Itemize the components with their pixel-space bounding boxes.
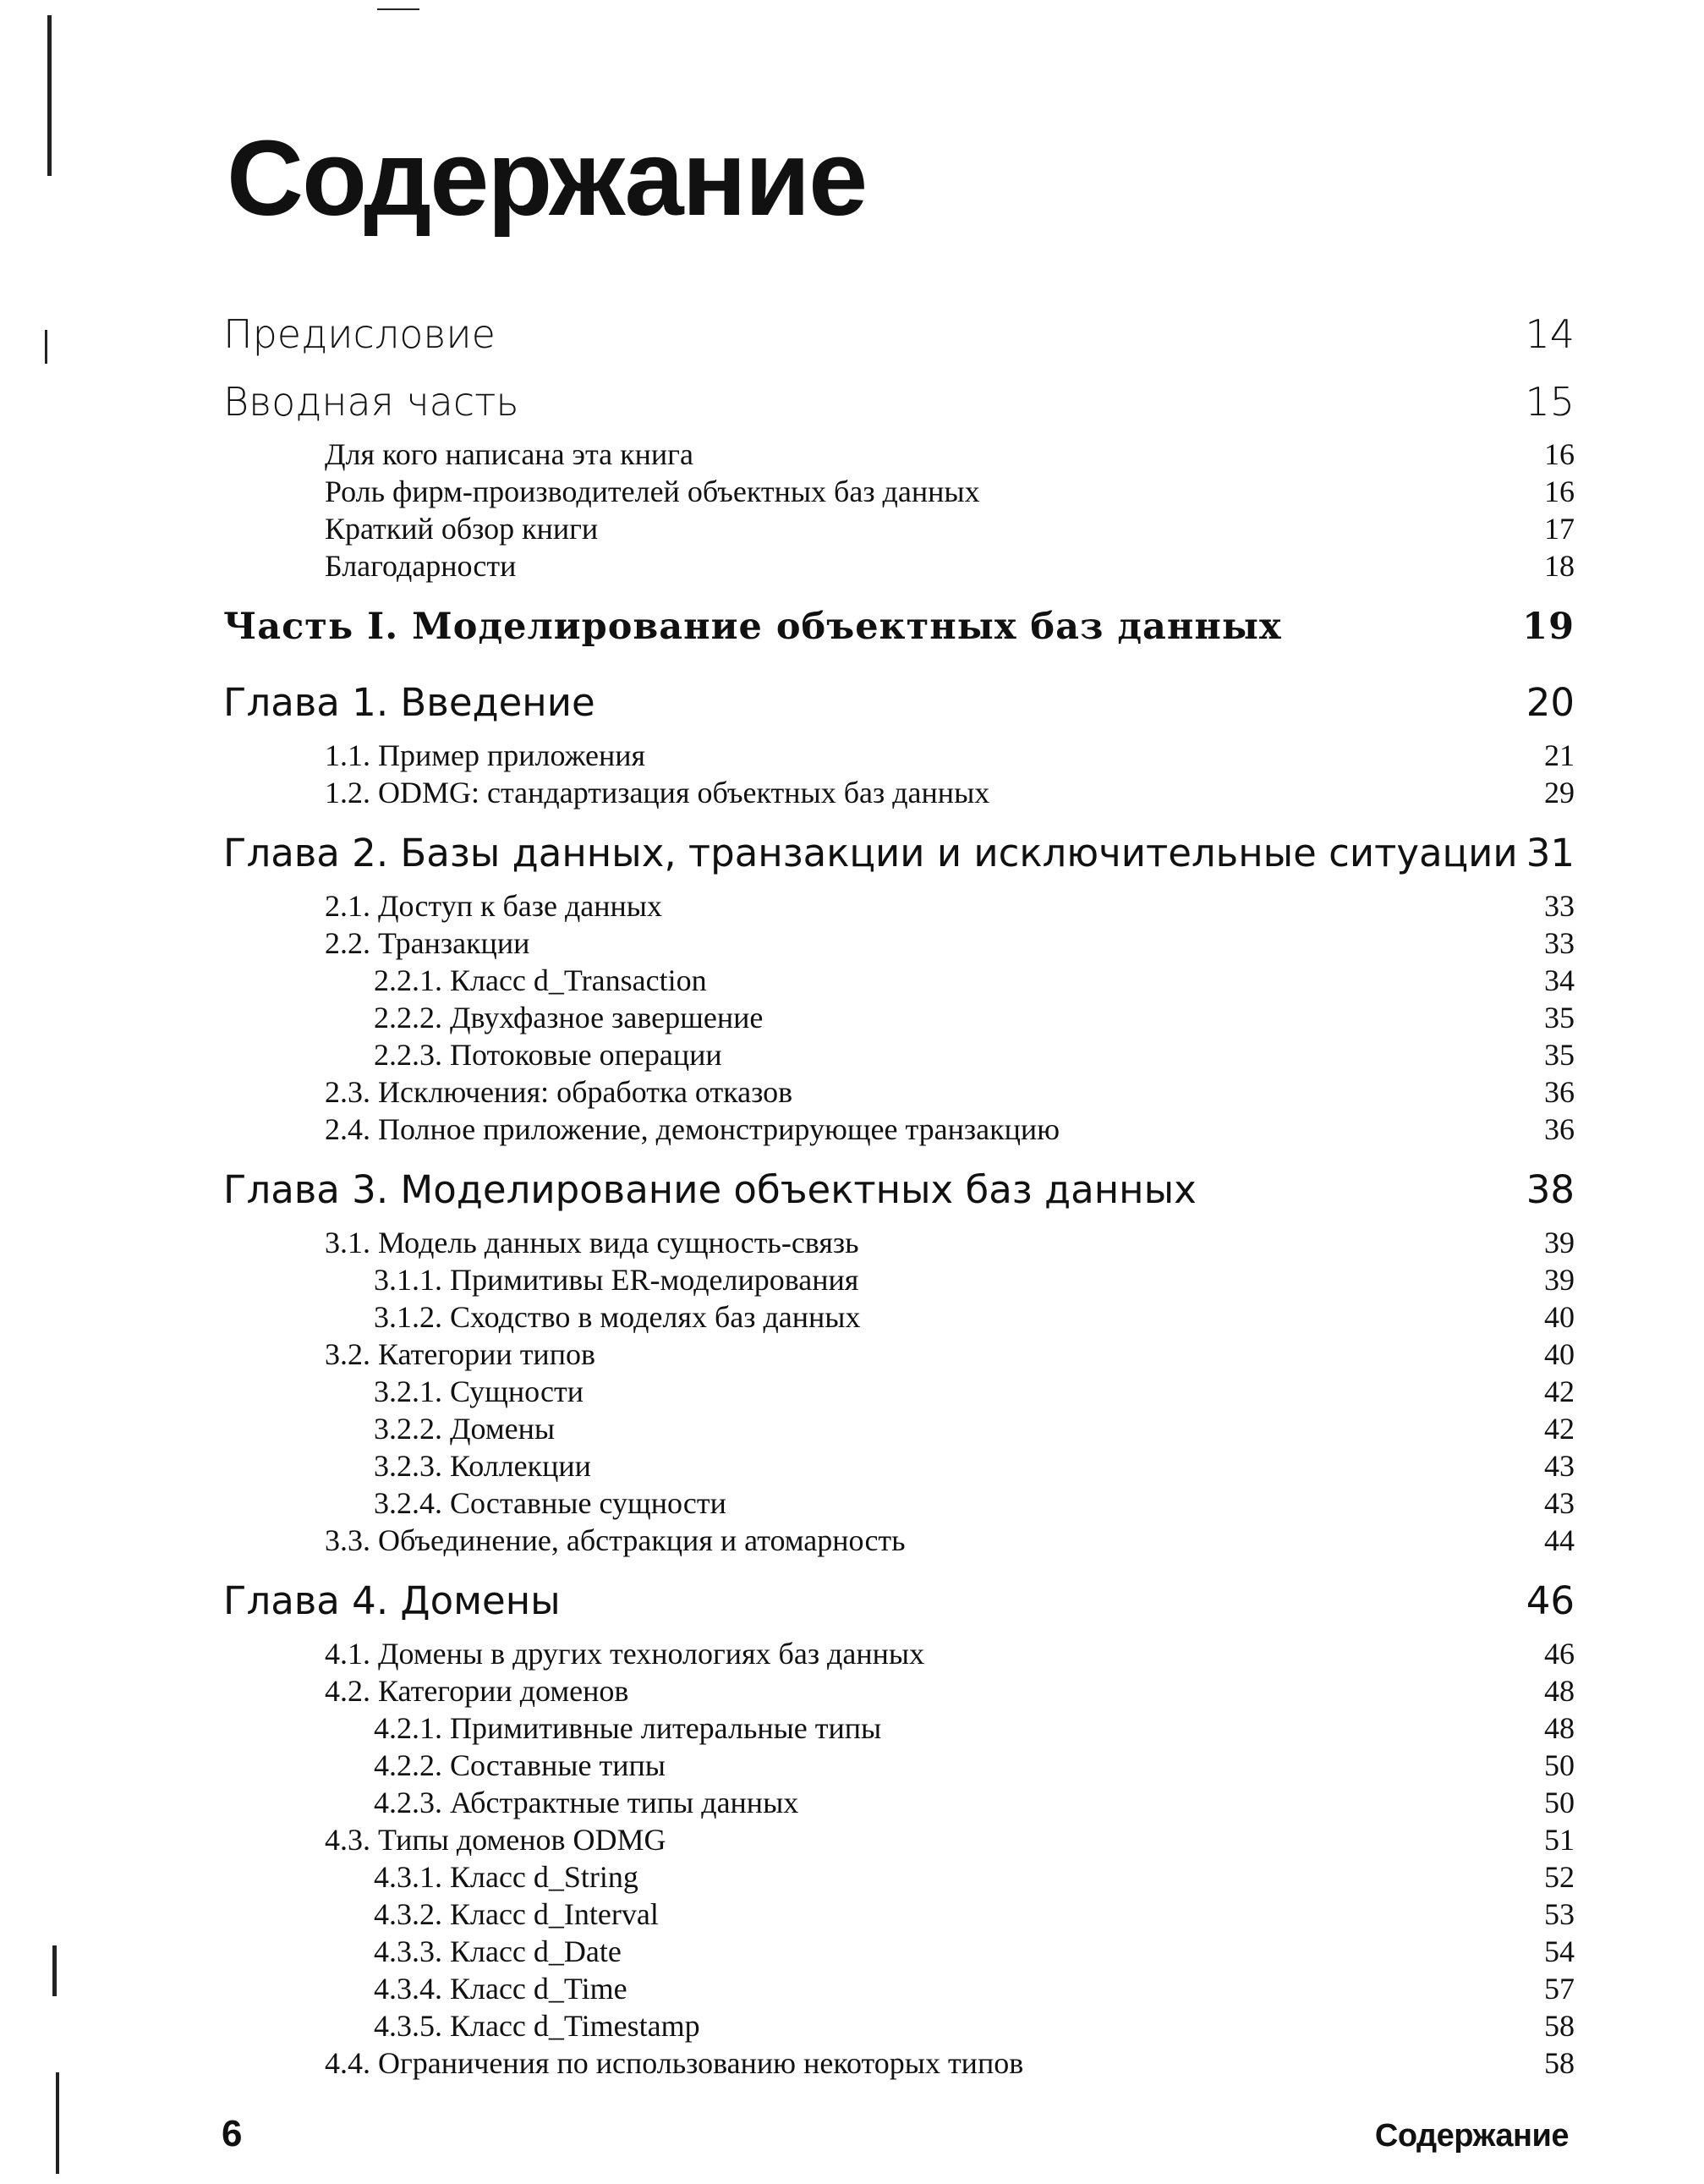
toc-entry-page: 14 [1525,311,1575,357]
toc-entry-page: 18 [1544,549,1575,583]
toc-entry-sub [223,1784,1575,1821]
toc-entry-page: 50 [1544,1748,1575,1782]
toc-entry-page: 16 [1544,475,1575,508]
toc-entry-page: 38 [1526,1167,1575,1212]
toc-entry-part [223,593,1575,661]
toc-entry-page: 43 [1544,1449,1575,1483]
toc-entry-page: 33 [1544,926,1575,960]
toc-entry-title: 2.2.2. Двухфазное завершение [374,1001,764,1034]
toc-entry-page: 36 [1544,1112,1575,1146]
toc-entry-title: 3.2. Категории типов [325,1337,595,1371]
toc-entry-sub [223,1036,1575,1073]
toc-entry-title: 3.2.1. Сущности [374,1375,584,1408]
toc-entry-sub [223,1447,1575,1484]
toc-entry-page: 33 [1544,889,1575,923]
toc-entry-chap [223,820,1575,887]
toc-entry-title: 3.1.2. Сходство в моделях баз данных [374,1300,861,1334]
toc-entry-sec [223,925,1575,962]
scan-edge-mark [45,330,47,364]
toc-entry-title: 4.3.2. Класс d_Interval [374,1897,659,1931]
running-head: Содержание [1374,2118,1569,2154]
toc-entry-sub [223,1970,1575,2007]
toc-entry-title: 4.4. Ограничения по использованию некоторых типов [325,2046,1024,2080]
toc-entry-title: 3.3. Объединение, абстракция и атомарность [325,1523,906,1557]
toc-entry-page: 40 [1544,1337,1575,1371]
toc-entry-title: Вводная часть [223,379,519,425]
toc-entry-title: Часть I. Моделирование объектных баз данных [223,606,1282,648]
toc-entry-title: Глава 4. Домены [223,1578,561,1623]
toc-entry-sec [223,1111,1575,1148]
toc-entry-title: 2.2. Транзакции [325,926,530,960]
toc-entry-title: 3.1.1. Примитивы ER-моделирования [374,1263,859,1297]
toc-entry-sec [223,1522,1575,1559]
toc-entry-page: 35 [1544,1038,1575,1072]
toc-entry-title: Глава 2. Базы данных, транзакции и исключительные ситуации [223,831,1518,875]
toc-entry-sub [223,999,1575,1036]
toc-entry-front [223,368,1575,436]
toc-entry-chap [223,1156,1575,1224]
toc-entry-page: 51 [1544,1823,1575,1857]
toc-entry-title: 4.3.5. Класс d_Timestamp [374,2009,700,2043]
toc-entry-sec [223,887,1575,925]
toc-entry-title: 1.2. ODMG: стандартизация объектных баз данных [325,776,990,809]
toc-entry-title: Благодарности [325,549,517,583]
toc-entry-page: 39 [1544,1263,1575,1297]
toc-entry-title: Краткий обзор книги [325,512,599,546]
toc-entry-page: 48 [1544,1674,1575,1708]
toc-entry-sec [223,510,1575,547]
toc-entry-sub [223,1373,1575,1410]
toc-entry-title: 3.2.2. Домены [374,1412,556,1446]
toc-entry-page: 58 [1544,2046,1575,2080]
toc-entry-title: 4.3.3. Класс d_Date [374,1934,622,1968]
toc-entry-page: 40 [1544,1300,1575,1334]
toc-entry-page: 36 [1544,1075,1575,1109]
toc-entry-title: 2.2.3. Потоковые операции [374,1038,722,1072]
toc-entry-page: 20 [1526,680,1575,725]
toc-entry-sec [223,547,1575,584]
toc-entry-title: 4.3.4. Класс d_Time [374,1972,627,2006]
toc-entry-sub [223,962,1575,999]
scan-edge-mark [47,15,52,176]
toc-entry-page: 34 [1544,963,1575,997]
scan-edge-mark [56,2072,59,2174]
toc-entry-title: 3.2.4. Составные сущности [374,1486,726,1520]
scan-top-rule [377,8,419,10]
toc-entry-sub [223,1298,1575,1336]
toc-entry-page: 42 [1544,1412,1575,1446]
toc-entry-chap [223,669,1575,737]
toc-entry-page: 50 [1544,1786,1575,1819]
toc-entry-title: Роль фирм-производителей объектных баз данных [325,475,980,508]
toc-entry-title: 1.1. Пример приложения [325,738,646,772]
toc-entry-page: 39 [1544,1226,1575,1259]
toc-entry-sec [223,2044,1575,2082]
toc-entry-page: 43 [1544,1486,1575,1520]
toc-entry-sub [223,1747,1575,1784]
toc-entry-sec [223,1224,1575,1261]
toc-entry-title: 2.1. Доступ к базе данных [325,889,662,923]
toc-entry-page: 35 [1544,1001,1575,1034]
toc-entry-title: 4.2.2. Составные типы [374,1748,666,1782]
toc-entry-sec [223,774,1575,811]
toc-entry-title: 4.2.1. Примитивные литеральные типы [374,1711,882,1745]
toc-entry-page: 46 [1526,1578,1575,1623]
toc-entry-sub [223,1933,1575,1970]
page-footer [222,2113,1569,2155]
toc-entry-page: 16 [1544,437,1575,471]
toc-entry-page: 48 [1544,1711,1575,1745]
toc-entry-title: 2.2.1. Класс d_Transaction [374,963,707,997]
toc-entry-page: 21 [1544,738,1575,772]
toc-entry-title: Предисловие [223,311,496,357]
toc-entry-page: 52 [1544,1860,1575,1894]
toc-entry-page: 42 [1544,1375,1575,1408]
toc-entry-page: 46 [1544,1637,1575,1671]
toc-entry-sec [223,473,1575,510]
toc-entry-sec [223,1635,1575,1672]
toc-entry-sec [223,737,1575,774]
toc-entry-page: 53 [1544,1897,1575,1931]
toc-entry-title: 4.2. Категории доменов [325,1674,629,1708]
table-of-contents [223,300,1575,2082]
toc-entry-page: 19 [1522,606,1575,648]
toc-entry-title: 3.1. Модель данных вида сущность-связь [325,1226,859,1259]
toc-entry-sec [223,436,1575,473]
toc-entry-page: 58 [1544,2009,1575,2043]
toc-entry-sub [223,1484,1575,1522]
toc-entry-chap [223,1567,1575,1635]
toc-entry-sec [223,1672,1575,1709]
toc-entry-page: 17 [1544,512,1575,546]
toc-entry-title: 2.4. Полное приложение, демонстрирующее транзакцию [325,1112,1060,1146]
toc-entry-title: 4.1. Домены в других технологиях баз данных [325,1637,925,1671]
toc-entry-title: 4.3.1. Класс d_String [374,1860,638,1894]
toc-entry-title: 2.3. Исключения: обработка отказов [325,1075,793,1109]
toc-entry-title: Для кого написана эта книга [325,437,693,471]
toc-entry-page: 54 [1544,1934,1575,1968]
page-title: Содержание [227,118,867,238]
toc-entry-page: 15 [1525,379,1575,425]
toc-entry-sub [223,1709,1575,1747]
toc-entry-title: Глава 1. Введение [223,680,595,725]
toc-entry-sub [223,1858,1575,1896]
toc-entry-page: 57 [1544,1972,1575,2006]
toc-entry-sec [223,1821,1575,1858]
toc-entry-page: 29 [1544,776,1575,809]
toc-entry-page: 31 [1526,831,1575,875]
toc-entry-title: 3.2.3. Коллекции [374,1449,591,1483]
toc-entry-sec [223,1336,1575,1373]
toc-entry-title: 4.2.3. Абстрактные типы данных [374,1786,799,1819]
scan-edge-mark [52,1945,57,1996]
toc-entry-sec [223,1073,1575,1111]
toc-entry-title: Глава 3. Моделирование объектных баз данных [223,1167,1197,1212]
toc-entry-sub [223,1261,1575,1298]
toc-entry-page: 44 [1544,1523,1575,1557]
toc-entry-sub [223,1896,1575,1933]
page-number: 6 [222,2113,243,2154]
toc-entry-sub [223,2007,1575,2044]
toc-entry-sub [223,1410,1575,1447]
toc-entry-front [223,300,1575,368]
toc-entry-title: 4.3. Типы доменов ODMG [325,1823,666,1857]
